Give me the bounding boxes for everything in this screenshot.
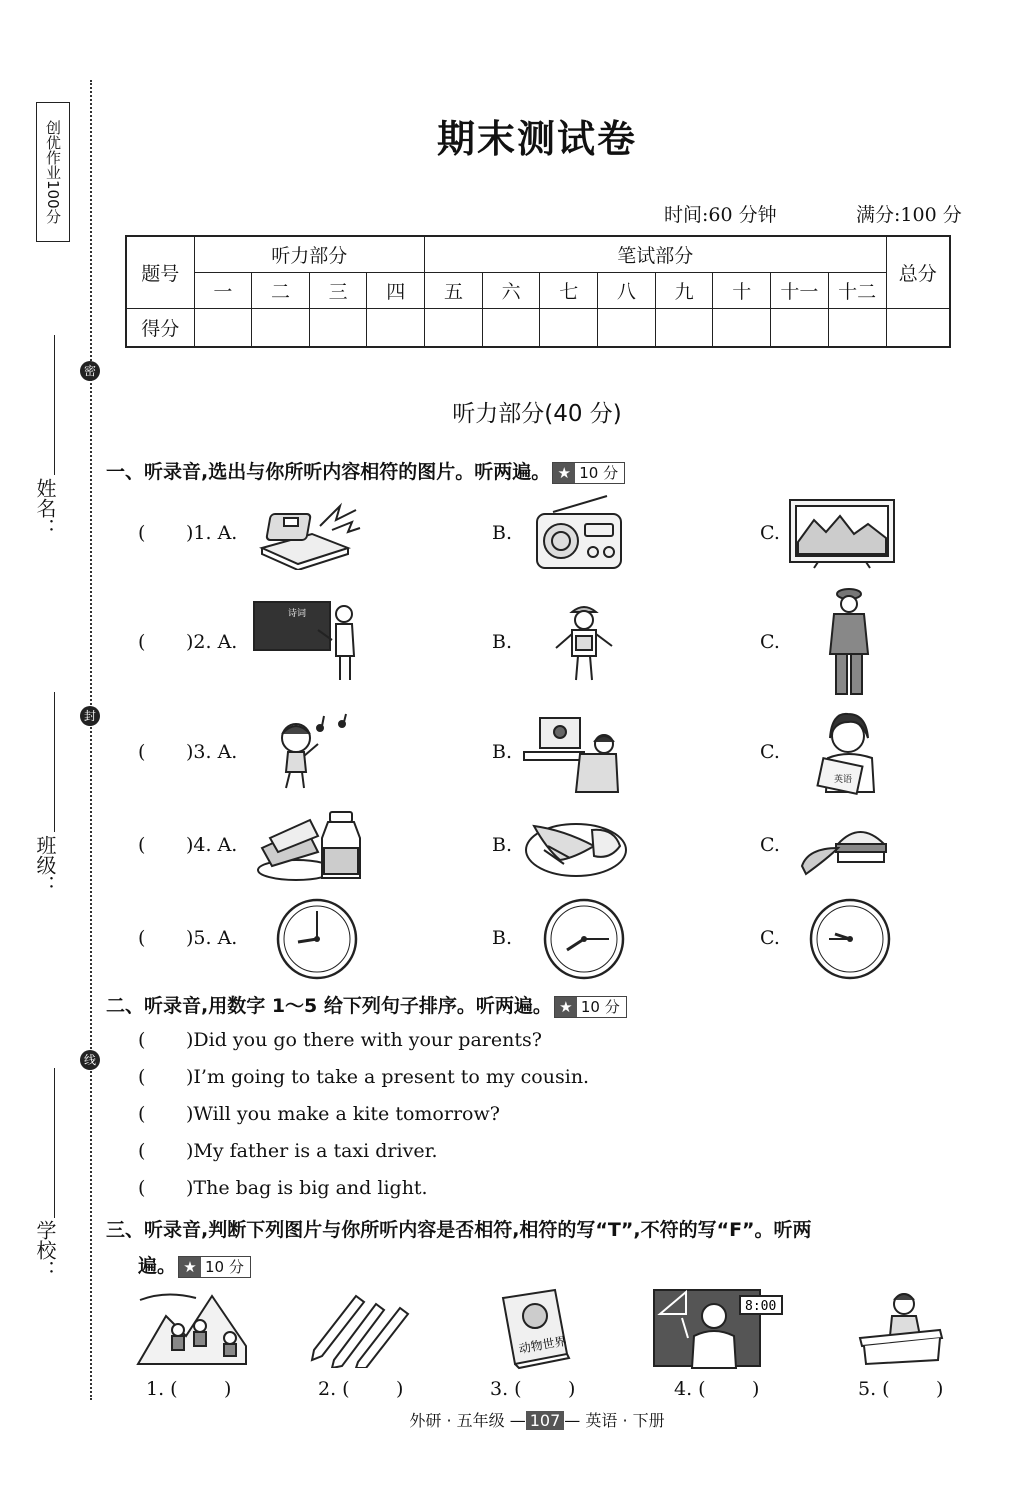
radio-icon [533, 494, 625, 572]
q2-answer-bracket[interactable]: ( [138, 1029, 146, 1051]
score-cell-6[interactable] [482, 308, 540, 347]
score-table-col-11: 十一 [771, 272, 829, 308]
score-cell-8[interactable] [598, 308, 656, 347]
q1-item-number: )5. A. [186, 927, 238, 949]
teacher-clock-icon [652, 1288, 784, 1370]
score-table-header-label: 题号 [126, 236, 194, 308]
school-label: 学校： [33, 1220, 57, 1280]
score-table-total: 总分 [886, 236, 950, 308]
q2-answer-bracket[interactable]: ( [138, 1066, 146, 1088]
pencils-icon [310, 1290, 414, 1368]
telephone-icon [252, 496, 362, 570]
hamburger-hotdog-icon [798, 818, 890, 878]
star-icon: ★ [555, 997, 577, 1017]
q1-answer-bracket[interactable]: ( [138, 834, 146, 856]
q2-heading-text: 二、听录音,用数字 1～5 给下列句子排序。听两遍。 [106, 995, 552, 1017]
q1-option-b: B. [492, 522, 513, 544]
score-table-col-9: 九 [655, 272, 713, 308]
score-table [125, 235, 951, 348]
score-cell-11[interactable] [771, 308, 829, 347]
q3-answer-blank[interactable]: ) [568, 1378, 576, 1400]
q2-answer-bracket[interactable]: ( [138, 1140, 146, 1162]
q1-item-number: )2. A. [186, 631, 238, 653]
q2-sentence: )Will you make a kite tomorrow? [186, 1103, 500, 1125]
girl-reading-icon [812, 710, 888, 800]
mountain-climbing-icon [136, 1286, 248, 1368]
student-desk-icon [856, 1288, 946, 1370]
q1-heading-text: 一、听录音,选出与你所听内容相符的图片。听两遍。 [106, 461, 551, 483]
star-icon: ★ [553, 463, 575, 483]
q2-sentence: )Did you go there with your parents? [186, 1029, 542, 1051]
binding-dotted-line [90, 80, 92, 1400]
sandwich-milk-icon [256, 808, 366, 884]
q3-points: 10 分 [205, 1257, 244, 1276]
score-table-writing: 笔试部分 [425, 236, 886, 272]
class-line[interactable] [54, 692, 55, 832]
q1-answer-bracket[interactable]: ( [138, 741, 146, 763]
q3-item-number: 1. ( [146, 1378, 178, 1400]
seal-mark-feng: 封 [80, 706, 100, 726]
q1-option-c: C. [760, 927, 780, 949]
score-cell-9[interactable] [655, 308, 713, 347]
exam-time: 时间:60 分钟 [664, 204, 777, 226]
animal-book-text: 动物世界 [517, 1333, 568, 1357]
q3-heading-line2-text: 遍。 [138, 1255, 177, 1277]
worker-icon [548, 600, 620, 684]
q1-option-c: C. [760, 522, 780, 544]
score-cell-10[interactable] [713, 308, 771, 347]
school-line[interactable] [54, 1068, 55, 1218]
fish-chips-icon [524, 806, 628, 878]
q1-points-badge [552, 462, 625, 484]
q1-item-number: )3. A. [186, 741, 238, 763]
score-table-col-7: 七 [540, 272, 598, 308]
q3-answer-blank[interactable]: ) [396, 1378, 404, 1400]
q2-sentence: )I’m going to take a present to my cousin. [186, 1066, 590, 1088]
police-officer-icon [826, 584, 872, 700]
girl-watching-tv-icon [520, 714, 622, 796]
seal-mark-xian: 线 [80, 1050, 100, 1070]
q1-option-b: B. [492, 927, 513, 949]
blackboard-text: 诗词 [288, 609, 307, 619]
q2-sentence: )The bag is big and light. [186, 1177, 428, 1199]
clock-a-icon [276, 898, 358, 980]
q1-item-number: )1. A. [186, 522, 238, 544]
q3-item-number: 3. ( [490, 1378, 522, 1400]
score-table-col-2: 二 [252, 272, 310, 308]
teacher-clock-time: 8:00 [745, 1299, 777, 1314]
q2-answer-bracket[interactable]: ( [138, 1103, 146, 1125]
q1-points: 10 分 [579, 463, 619, 482]
score-table-col-4: 四 [367, 272, 425, 308]
footer-left: 外研 · 五年级 — [409, 1411, 526, 1430]
score-cell-5[interactable] [425, 308, 483, 347]
score-table-col-3: 三 [309, 272, 367, 308]
q1-option-b: B. [492, 631, 513, 653]
q3-answer-blank[interactable]: ) [752, 1378, 760, 1400]
q1-option-b: B. [492, 741, 513, 763]
television-icon [788, 498, 896, 570]
page-number: 107 [526, 1411, 565, 1430]
score-cell-7[interactable] [540, 308, 598, 347]
q3-item-number: 4. ( [674, 1378, 706, 1400]
score-cell-2[interactable] [252, 308, 310, 347]
score-table-col-8: 八 [598, 272, 656, 308]
q2-heading [106, 991, 627, 1018]
footer-right: — 英语 · 下册 [564, 1411, 665, 1430]
q3-answer-blank[interactable]: ) [936, 1378, 944, 1400]
score-table-listening: 听力部分 [194, 236, 425, 272]
star-icon: ★ [179, 1257, 201, 1277]
reading-book-text: 英语 [834, 775, 853, 785]
animal-book-icon [497, 1288, 573, 1370]
score-table-col-1: 一 [194, 272, 252, 308]
q3-item-number: 5. ( [858, 1378, 890, 1400]
q2-sentence: )My father is a taxi driver. [186, 1140, 438, 1162]
q3-heading-line1: 三、听录音,判断下列图片与你所听内容是否相符,相符的写“T”,不符的写“F”。听两 [106, 1219, 812, 1241]
clock-c-icon [809, 898, 891, 980]
seal-mark-mi: 密 [80, 361, 100, 381]
teacher-blackboard-icon [252, 600, 360, 684]
q3-item-number: 2. ( [318, 1378, 350, 1400]
score-table-col-12: 十二 [828, 272, 886, 308]
score-table-col-6: 六 [482, 272, 540, 308]
exam-full-score: 满分:100 分 [856, 204, 962, 226]
q1-option-c: C. [760, 631, 780, 653]
q1-option-b: B. [492, 834, 513, 856]
name-label: 姓名： [33, 478, 57, 538]
q1-answer-bracket[interactable]: ( [138, 631, 146, 653]
q3-answer-blank[interactable]: ) [224, 1378, 232, 1400]
q1-answer-bracket[interactable]: ( [138, 522, 146, 544]
score-cell-12[interactable] [828, 308, 886, 347]
clock-b-icon [543, 898, 625, 980]
q1-answer-bracket[interactable]: ( [138, 927, 146, 949]
q3-points-badge [178, 1256, 251, 1278]
q2-answer-bracket[interactable]: ( [138, 1177, 146, 1199]
q2-points-badge [554, 996, 627, 1018]
q1-heading [106, 457, 625, 484]
listening-section-title: 听力部分(40 分) [452, 401, 622, 427]
score-table-col-10: 十 [713, 272, 771, 308]
score-cell-1[interactable] [194, 308, 252, 347]
score-cell-4[interactable] [367, 308, 425, 347]
score-cell-total[interactable] [886, 308, 950, 347]
score-table-row-label: 得分 [126, 308, 194, 347]
q1-option-c: C. [760, 741, 780, 763]
score-table-col-5: 五 [425, 272, 483, 308]
class-label: 班级： [33, 835, 57, 895]
q3-heading-line2 [138, 1251, 251, 1278]
score-cell-3[interactable] [309, 308, 367, 347]
boy-singing-icon [270, 712, 360, 794]
page-footer [0, 1408, 1024, 1431]
q1-item-number: )4. A. [186, 834, 238, 856]
q1-option-c: C. [760, 834, 780, 856]
brand-box: 创优作业100分 [36, 102, 70, 242]
q2-points: 10 分 [580, 997, 620, 1016]
exam-title: 期末测试卷 [436, 117, 637, 161]
